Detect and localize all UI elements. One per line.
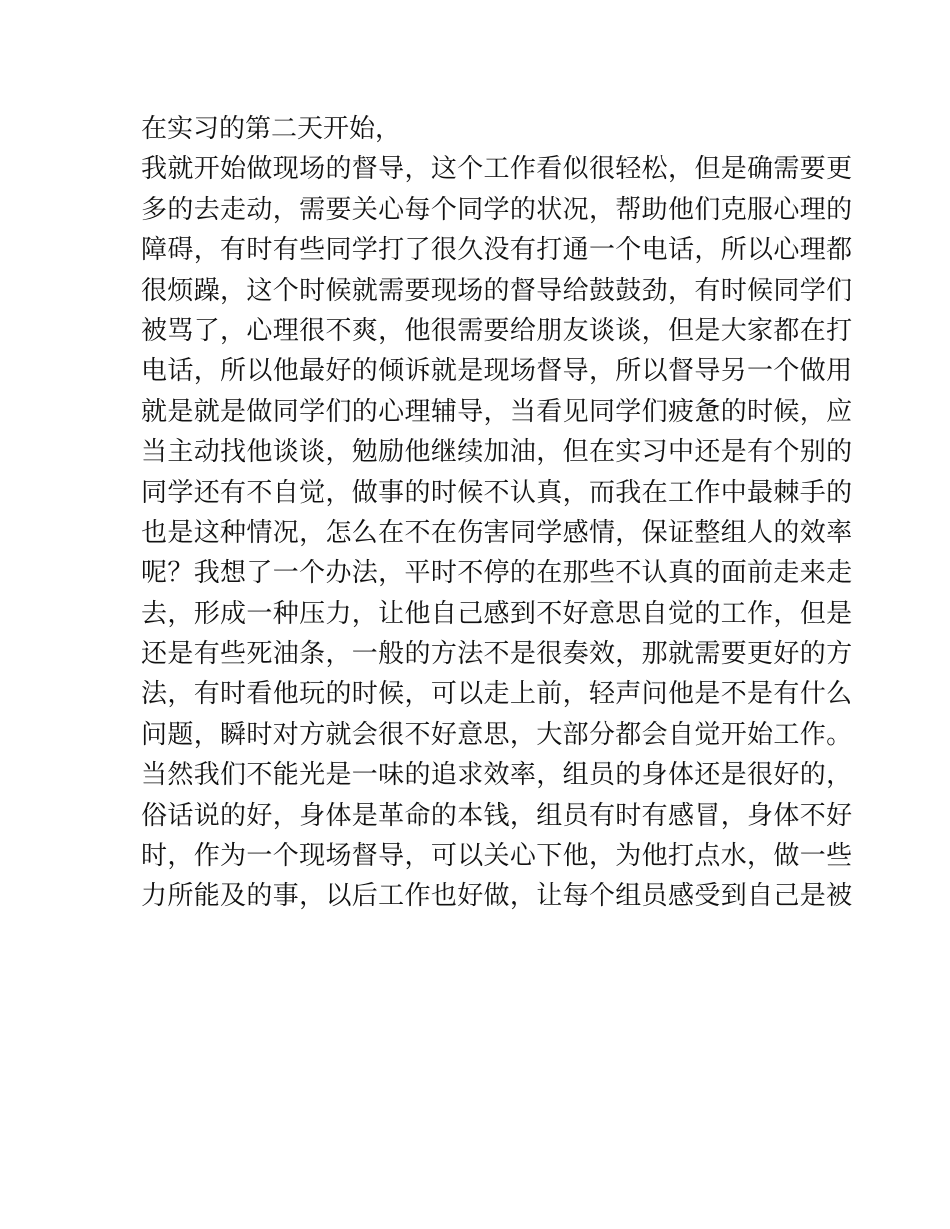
text-line: 还是有些死油条，一般的方法不是很奏效，那就需要更好的方 — [141, 639, 853, 670]
text-line: 法，有时看他玩的时候，可以走上前，轻声问他是不是有什么 — [141, 679, 853, 710]
text-line: 当主动找他谈谈，勉励他继续加油，但在实习中还是有个别的 — [141, 437, 853, 468]
body-text — [141, 109, 853, 917]
text-line: 也是这种情况，怎么在不在伤害同学感情，保证整组人的效率 — [141, 517, 853, 548]
text-line: 被骂了，心理很不爽，他很需要给朋友谈谈，但是大家都在打 — [141, 315, 853, 346]
text-line: 很烦躁，这个时候就需要现场的督导给鼓鼓劲，有时候同学们 — [141, 275, 853, 306]
text-line: 在实习的第二天开始， — [141, 114, 402, 144]
text-line: 俗话说的好，身体是革命的本钱，组员有时有感冒，身体不好 — [141, 800, 853, 831]
text-line: 就是就是做同学们的心理辅导，当看见同学们疲惫的时候，应 — [141, 396, 853, 427]
text-line: 时，作为一个现场督导，可以关心下他，为他打点水，做一些 — [141, 841, 853, 872]
text-line: 我就开始做现场的督导，这个工作看似很轻松，但是确需要更 — [141, 154, 853, 185]
text-line: 多的去走动，需要关心每个同学的状况，帮助他们克服心理的 — [141, 194, 853, 225]
text-line: 呢？我想了一个办法，平时不停的在那些不认真的面前走来走 — [141, 558, 853, 589]
text-line: 去，形成一种压力，让他自己感到不好意思自觉的工作，但是 — [141, 598, 853, 629]
text-line: 障碍，有时有些同学打了很久没有打通一个电话，所以心理都 — [141, 235, 853, 266]
text-line: 问题，瞬时对方就会很不好意思，大部分都会自觉开始工作。 — [141, 719, 853, 750]
text-line: 当然我们不能光是一味的追求效率，组员的身体还是很好的， — [141, 760, 853, 791]
text-line: 电话，所以他最好的倾诉就是现场督导，所以督导另一个做用 — [141, 356, 853, 387]
text-line: 同学还有不自觉，做事的时候不认真，而我在工作中最棘手的 — [141, 477, 853, 508]
text-line: 力所能及的事，以后工作也好做，让每个组员感受到自己是被 — [141, 881, 853, 912]
